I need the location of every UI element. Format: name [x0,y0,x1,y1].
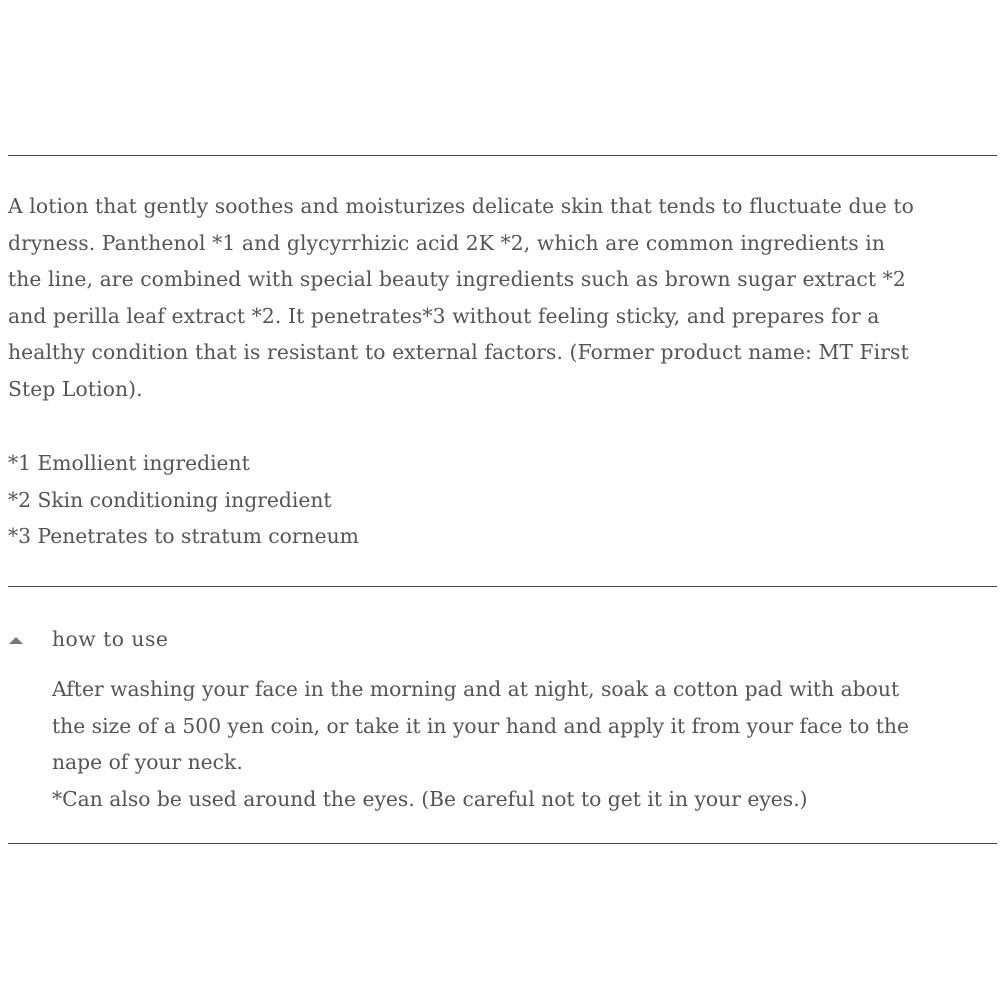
description-line: dryness. Panthenol *1 and glycyrrhizic acid 2K *2, which are common ingredients in [8,230,886,255]
product-description [8,188,998,407]
footnote-1: *1 Emollient ingredient [8,451,250,475]
description-line: A lotion that gently soothes and moisturizes delicate skin that tends to fluctuate due to [8,194,914,218]
divider-middle [8,586,997,587]
how-to-use-line: the size of a 500 yen coin, or take it in your hand and apply it from your face to the [52,713,909,738]
description-line: the line, are combined with special beauty ingredients such as brown sugar extract *2 [8,267,906,291]
how-to-use-toggle[interactable] [8,620,997,658]
how-to-use-content [52,671,998,817]
how-to-use-line: nape of your neck. [52,750,243,774]
divider-top [8,155,997,156]
footnotes [8,445,908,555]
description-line: Step Lotion). [8,376,143,401]
footnote-3: *3 Penetrates to stratum corneum [8,524,359,548]
description-line: healthy condition that is resistant to external factors. (Former product name: MT First [8,340,909,364]
caret-up-icon [9,637,23,644]
description-line: and perilla leaf extract *2. It penetrates*3 without feeling sticky, and prepares for a [8,303,880,328]
footnote-2: *2 Skin conditioning ingredient [8,487,332,512]
how-to-use-line: After washing your face in the morning and at night, soak a cotton pad with about [52,677,900,701]
how-to-use-title: how to use [52,627,169,651]
divider-bottom [8,843,997,844]
how-to-use-line: *Can also be used around the eyes. (Be careful not to get it in your eyes.) [52,786,808,811]
